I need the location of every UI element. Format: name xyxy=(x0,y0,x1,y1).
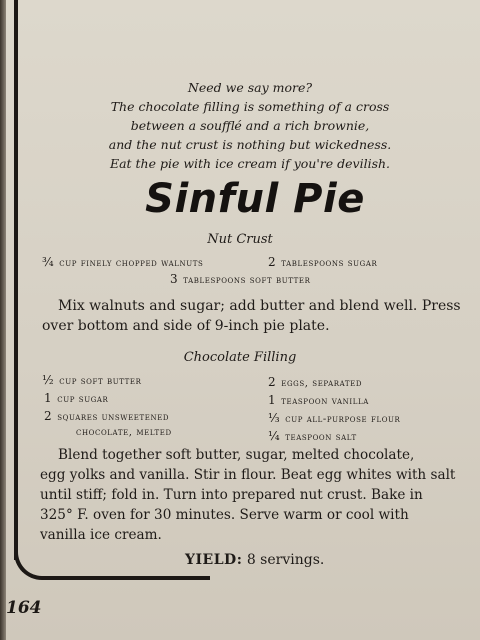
recipe-title: Sinful Pie xyxy=(145,176,365,222)
ingredient-qty: ⅓ xyxy=(268,411,281,425)
intro-text xyxy=(100,78,400,173)
ingredient-text: cup sugar xyxy=(57,394,109,405)
direction-line: Blend together soft butter, sugar, melted chocolate, xyxy=(58,447,415,463)
ingredient-text: tablespoons sugar xyxy=(281,258,378,269)
page-number: 164 xyxy=(6,598,42,618)
crust-heading: Nut Crust xyxy=(207,232,273,247)
filling-directions xyxy=(40,445,455,545)
filling-heading: Chocolate Filling xyxy=(183,350,297,365)
ingredient-text: teaspoon vanilla xyxy=(281,396,369,407)
yield-label: YIELD: xyxy=(185,552,243,568)
crust-directions xyxy=(42,296,461,336)
ingredient-text: cup all-purpose flour xyxy=(285,414,401,425)
yield-value: 8 servings. xyxy=(246,552,325,568)
book-gutter xyxy=(0,0,6,640)
ingredient-text: chocolate, melted xyxy=(76,427,172,438)
filling-ingredient xyxy=(44,409,169,423)
direction-line: 325° F. oven for 30 minutes. Serve warm or cool with xyxy=(40,507,409,523)
direction-line: until stiff; fold in. Turn into prepared nut crust. Bake in xyxy=(40,487,423,503)
filling-ingredient xyxy=(76,427,172,438)
filling-ingredient xyxy=(268,411,400,425)
filling-ingredient xyxy=(268,393,369,407)
intro-line: Eat the pie with ice cream if you're devilish. xyxy=(109,156,391,171)
ingredient-qty: 2 xyxy=(268,375,277,389)
direction-line: over bottom and side of 9-inch pie plate. xyxy=(42,318,330,334)
ingredient-qty: 2 xyxy=(44,409,53,423)
ingredient-qty: ½ xyxy=(42,373,55,387)
filling-ingredient xyxy=(268,429,357,443)
yield xyxy=(185,552,324,568)
ingredient-qty: 1 xyxy=(268,393,277,407)
direction-line: egg yolks and vanilla. Stir in flour. Beat egg whites with salt xyxy=(40,467,456,483)
ingredient-text: eggs, separated xyxy=(281,378,363,389)
border-corner xyxy=(14,540,54,580)
crust-ingredient xyxy=(268,255,377,269)
direction-line: vanilla ice cream. xyxy=(40,527,162,543)
crust-ingredient xyxy=(170,272,311,286)
intro-line: between a soufflé and a rich brownie, xyxy=(130,118,370,133)
ingredient-text: cup finely chopped walnuts xyxy=(59,258,204,269)
filling-ingredient xyxy=(268,375,362,389)
intro-line: Need we say more? xyxy=(187,80,313,95)
ingredient-text: squares unsweetened xyxy=(57,412,170,423)
ingredient-qty: 2 xyxy=(268,255,277,269)
direction-line: Mix walnuts and sugar; add butter and blend well. Press xyxy=(58,298,461,314)
intro-line: The chocolate filling is something of a cross xyxy=(110,99,390,114)
border-line-vertical xyxy=(14,0,18,560)
ingredient-text: cup soft butter xyxy=(59,376,142,387)
ingredient-qty: ¼ xyxy=(268,429,281,443)
ingredient-text: teaspoon salt xyxy=(285,432,357,443)
filling-ingredient xyxy=(42,373,142,387)
filling-ingredient xyxy=(44,391,108,405)
crust-ingredient xyxy=(42,255,203,269)
ingredient-qty: ¾ xyxy=(42,255,55,269)
ingredient-qty: 3 xyxy=(170,272,179,286)
ingredient-text: tablespoons soft butter xyxy=(183,275,311,286)
border-line-horizontal xyxy=(50,576,210,580)
ingredient-qty: 1 xyxy=(44,391,53,405)
intro-line: and the nut crust is nothing but wickedness. xyxy=(108,137,392,152)
